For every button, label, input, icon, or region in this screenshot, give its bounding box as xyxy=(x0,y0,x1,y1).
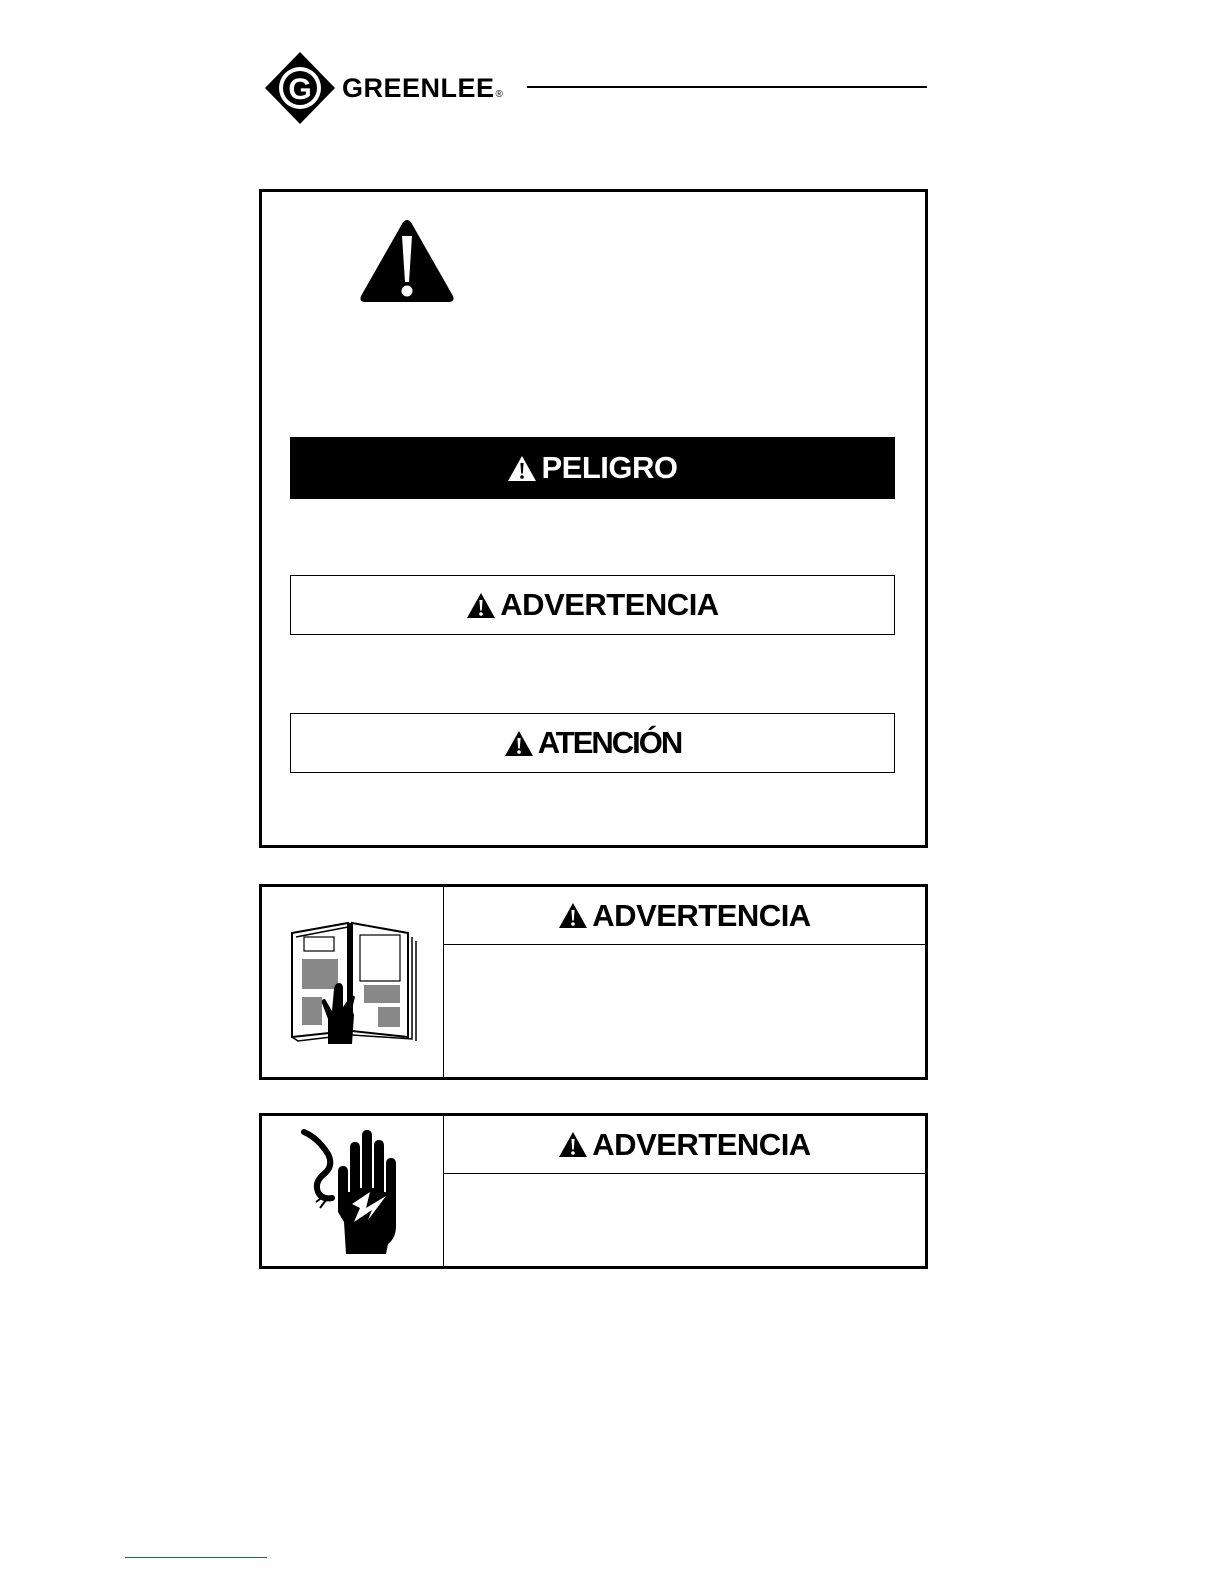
alert-triangle-icon xyxy=(504,730,534,757)
panel-heading xyxy=(444,1116,925,1174)
registered-mark: ® xyxy=(495,89,504,100)
exclamation-triangle-icon xyxy=(358,218,456,304)
panel-body xyxy=(444,945,925,1077)
brand-name: GREENLEE xyxy=(342,73,495,103)
greenlee-logo xyxy=(265,52,515,124)
safety-signal-box xyxy=(259,189,928,848)
caution-label: ATENCIÓN xyxy=(537,725,682,760)
warning-label: ADVERTENCIA xyxy=(500,587,719,622)
danger-label: PELIGRO xyxy=(541,450,678,485)
alert-triangle-icon xyxy=(558,902,588,929)
greenlee-diamond-logo-icon xyxy=(265,52,341,124)
danger-signal-bar xyxy=(290,437,895,499)
panel-heading-label: ADVERTENCIA xyxy=(592,1126,811,1162)
alert-triangle-icon xyxy=(507,455,537,482)
panel-heading-label: ADVERTENCIA xyxy=(592,897,811,933)
brand-wordmark xyxy=(342,73,503,110)
alert-triangle-icon xyxy=(558,1131,588,1158)
caution-signal-bar xyxy=(290,713,895,773)
logo-letter: G xyxy=(288,73,312,106)
panel-body xyxy=(444,1174,925,1266)
warning-signal-bar xyxy=(290,575,895,635)
panel-heading xyxy=(444,887,925,945)
electric-shock-warning-panel xyxy=(259,1113,928,1269)
read-manual-warning-panel xyxy=(259,884,928,1080)
read-manual-pictogram xyxy=(262,887,444,1077)
read-manual-icon xyxy=(288,919,418,1044)
header-rule xyxy=(527,86,927,88)
footer-link-underline[interactable] xyxy=(125,1557,267,1558)
alert-triangle-icon xyxy=(466,592,496,619)
electric-shock-hand-icon xyxy=(298,1126,408,1258)
electric-shock-pictogram xyxy=(262,1116,444,1266)
